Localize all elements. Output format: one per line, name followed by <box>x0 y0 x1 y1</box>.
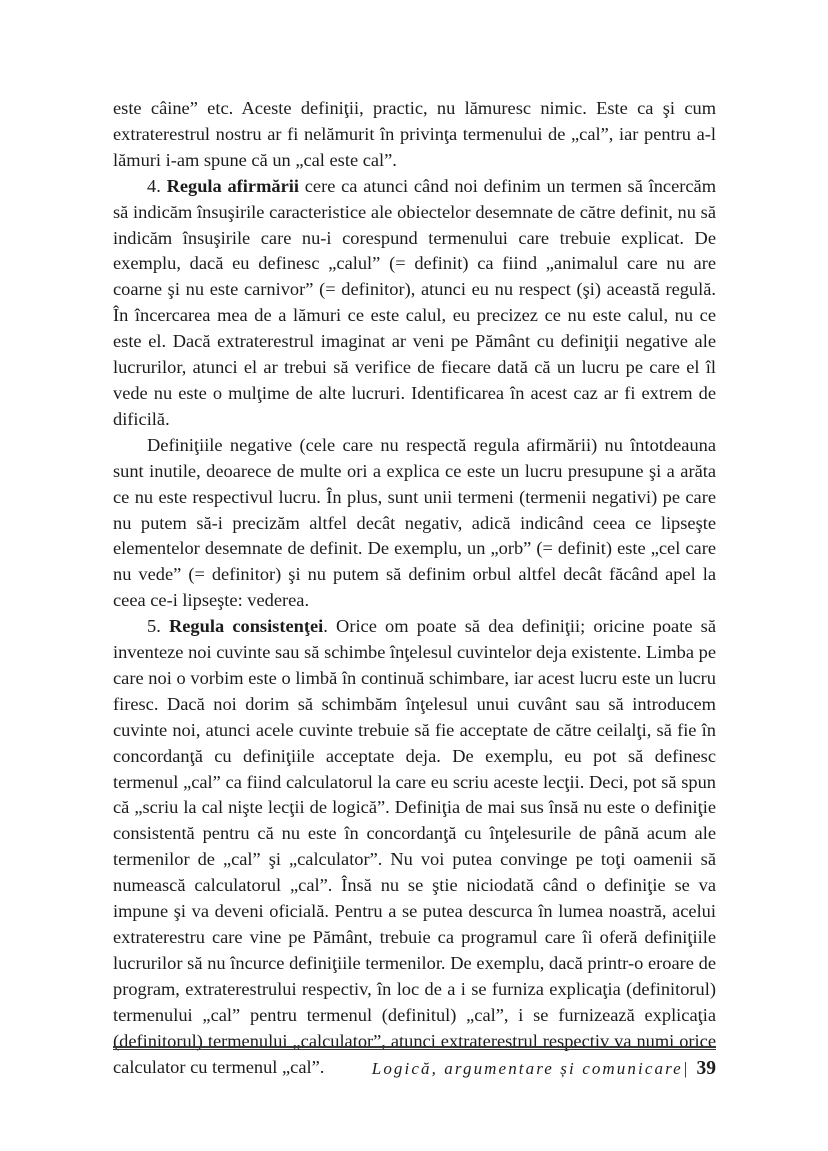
paragraph-4-text: . Orice om poate să dea definiţii; oricine poate să inventeze noi cuvinte sau să schimbe înţelesul cuvintelor deja existente. Limba pe care noi o vorbim este o limbă în continuă schimbare, iar acest lucru este un lucru firesc. Dacă noi dorim să schimbăm înţelesul unui cuvânt sau să introducem cuvinte noi, atunci acele cuvinte trebuie să fie acceptate de către ceilalţi, să fie în concordanţă cu definiţiile acceptate deja. De exemplu, eu pot să definesc termenul „cal” ca fiind calculatorul la care eu scriu aceste lecţii. Deci, pot să spun că „scriu la cal nişte lecţii de logică”. Definiţia de mai sus însă nu este o definiţie consistentă pentru că nu este în concordanţă cu înţelesurile de până acum ale termenilor de „cal” şi „calculator”. Nu voi putea convinge pe toţi oamenii să numească calculatorul „cal”. Însă nu se ştie niciodată când o definiţie se va impune şi va deveni oficială. Pentru a se putea descurca în lumea noastră, acelui extraterestru care vine pe Pământ, trebuie ca programul care îi oferă definiţiile lucrurilor să nu încurce definiţiile termenilor. De exemplu, dacă printr-o eroare de program, extraterestrului respectiv, în loc de a i se furniza explicaţia (definitorul) termenului „cal” pentru termenul (definitul) „cal”, i se furnizează explicaţia (definitorul) termenului „calculator”, atunci extraterestrul respectiv va numi orice calculator cu termenul „cal”. <box>113 616 716 1077</box>
page-footer <box>113 1046 716 1080</box>
paragraph-2 <box>113 174 716 433</box>
rule-title-consistentei: Regula consistenţei <box>168 616 324 637</box>
footer-separator: | <box>682 1059 688 1078</box>
footer-content <box>113 1058 716 1080</box>
page-number: 39 <box>696 1058 716 1079</box>
paragraph-3 <box>113 433 716 614</box>
paragraph-1 <box>113 96 716 174</box>
paragraph-4 <box>113 614 716 1080</box>
running-title: Logică, argumentare și comunicare <box>371 1059 683 1078</box>
footer-divider <box>113 1046 716 1050</box>
rule-number-4: 4. <box>147 175 161 196</box>
rule-title-afirmarii: Regula afirmării <box>166 175 299 196</box>
paragraph-3-text: Definiţiile negative (cele care nu respectă regula afirmării) nu întotdeauna sunt inutile, deoarece de multe ori a explica ce este un lucru presupune şi a arăta ce nu este respectivul lucru. În plus, sunt unii termeni (termenii negativi) pe care nu putem să-i precizăm altfel decât negativ, adică indicând ceea ce lipseşte elementelor desemnate de definit. De exemplu, un „orb” (= definit) este „cel care nu vede” (= definitor) şi nu putem să definim orbul altfel decât făcând apel la ceea ce-i lipseşte: vederea. <box>113 434 716 611</box>
body-text-block <box>113 96 716 1080</box>
rule-number-5: 5. <box>147 616 161 637</box>
paragraph-1-text: este câine” etc. Aceste definiţii, practic, nu lămuresc nimic. Este ca şi cum extraterestrul nostru ar fi nelămurit în privinţa termenului de „cal”, iar pentru a-l lămuri i-am spune că un „cal este cal”. <box>113 98 716 170</box>
paragraph-2-text: cere ca atunci când noi definim un termen să încercăm să indicăm însuşirile caracteristice ale obiectelor desemnate de către definit, nu să indicăm însuşirile care nu-i corespund termenului care trebuie explicat. De exemplu, dacă eu definesc „calul” (= definit) ca fiind „animalul care nu are coarne şi nu este carnivor” (= definitor), atunci eu nu respect (şi) această regulă. În încercarea mea de a lămuri ce este calul, eu precizez ce nu este calul, nu ce este el. Dacă extraterestrul imaginat ar veni pe Pământ cu definiţii negative ale lucrurilor, atunci el ar trebui să verifice de fiecare dată că un lucru pe care el îl vede nu este o mulţime de alte lucruri. Identificarea în acest caz ar fi extrem de dificilă. <box>113 175 716 429</box>
